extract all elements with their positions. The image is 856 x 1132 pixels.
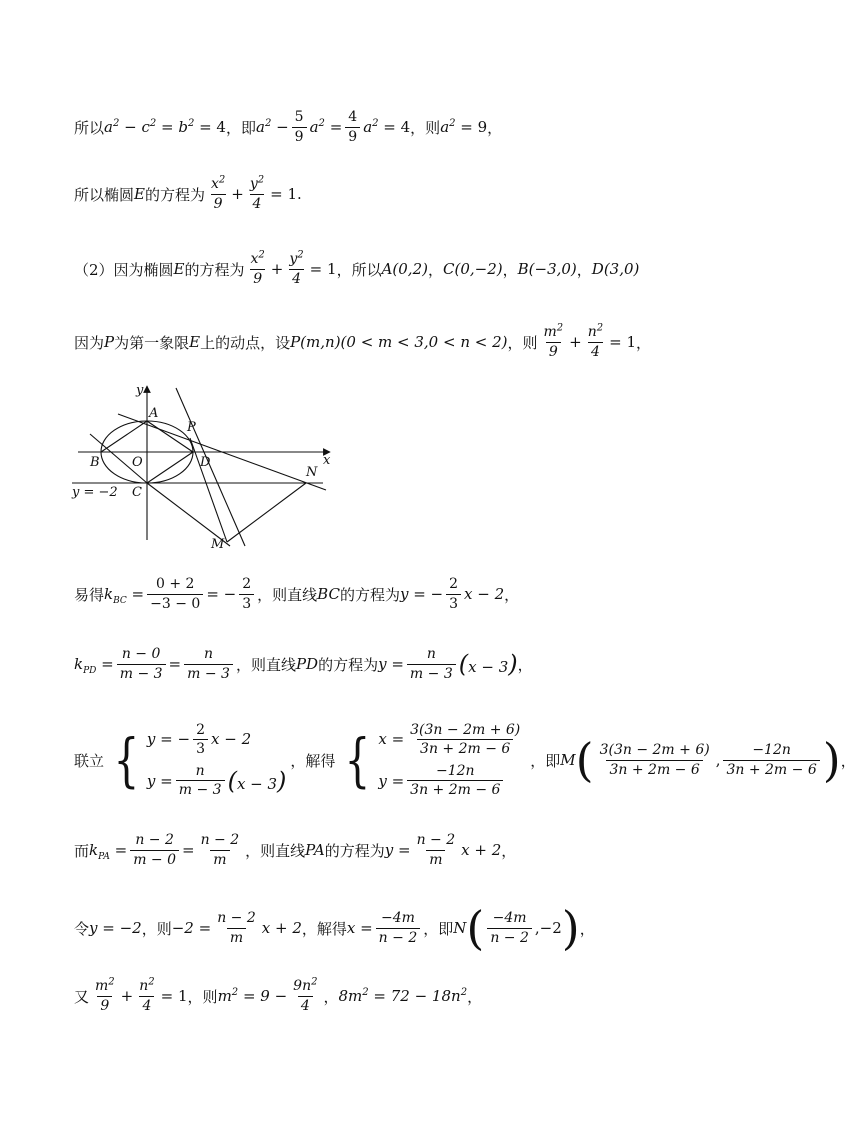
fraction-y2-4: $\frac{y^2}{4}$ <box>249 174 265 212</box>
point-P-condition: (0 < m < 3,0 < n < 2) <box>340 333 508 351</box>
line2-end: . <box>297 185 302 203</box>
ellipse-name: E <box>134 185 145 203</box>
line1-tail1: ，即 <box>225 118 256 137</box>
point-P-def: P(m,n) <box>290 333 341 351</box>
label-A: A <box>149 406 159 421</box>
point-C: C(0,−2) <box>443 260 503 278</box>
solution-line-4: 因为 P 为第一象限 E 上的动点，设 P(m,n) (0 < m < 3,0 < n < 2) ，则 $\frac{m^2}{9}$ + $\frac{n^2}{4}$ = 1 ， <box>74 322 652 360</box>
line1-formula-a: $a^2 - c^2 = b^2$ <box>104 118 195 136</box>
fraction-x2-9: $\frac{x^2}{9}$ <box>210 174 226 212</box>
fraction-4-9: $\frac{4}{9}$ <box>345 109 360 144</box>
solution-line-6: $k_{PD}$ = $\frac{n - 0}{m - 3}$ = $\frac{n}{m - 3}$ ，则直线 PD 的方程为 y = $\frac{n}{m - 3}$ (x − 3) ， <box>74 646 533 682</box>
line-PD <box>176 388 245 546</box>
line4-prefix: 因为 <box>74 333 105 352</box>
line3-mid: 的方程为 <box>184 260 245 279</box>
label-C: C <box>132 485 142 500</box>
ellipse-name: E <box>173 260 185 278</box>
solution-line-8: 而 $k_{PA}$ = $\frac{n - 2}{m - 0}$ = $\frac{n - 2}{m}$ ，则直线 PA 的方程为 y = $\frac{n - 2}{m}$ x + 2 ， <box>74 832 517 868</box>
fraction-y2-4: $\frac{y^2}{4}$ <box>289 249 304 287</box>
solution-line-2: 所以椭圆 E 的方程为 $\frac{x^2}{9}$ + $\frac{y^2}{4}$ = 1 . <box>74 174 302 212</box>
slope-k-BC: $k_{BC}$ <box>104 585 127 606</box>
solution-line-10: 又 $\frac{m^2}{9}$ + $\frac{n^2}{4}$ = 1 ，则 $m^2 = 9$ − $\frac{9n^2}{4}$ ， $8m^2 = 72 - 18n^2$ ， <box>74 976 483 1014</box>
slope-k-PA: $k_{PA}$ <box>89 841 110 862</box>
segment-PM <box>190 438 227 542</box>
label-y: y <box>136 383 144 398</box>
solution-line-9: 令 y = −2 ，则 −2 = $\frac{n - 2}{m}$ x + 2 ，解得 x = $\frac{-4m}{n - 2}$ ，即 N ( $\frac{-4m}{n - 2}$ ,−2 ) ， <box>74 901 595 955</box>
label-D: D <box>200 455 211 470</box>
solution-line-3: （2）因为椭圆 E 的方程为 $\frac{x^2}{9}$ + $\frac{y^2}{4}$ = 1 ，所以 A(0,2) ， C(0,−2) ， B(−3,0) ， D(3,0) <box>74 249 640 287</box>
line1-prefix: 所以 <box>74 118 105 137</box>
fraction-n2-4: $\frac{n^2}{4}$ <box>587 322 604 360</box>
fraction-x2-9: $\frac{x^2}{9}$ <box>250 249 265 287</box>
point-D: D(3,0) <box>591 260 640 278</box>
segment-MN <box>227 483 306 542</box>
geometry-figure <box>68 380 348 552</box>
solution-line-1: 所以 $a^2 - c^2 = b^2$ = 4 ，即 $a^2$ − $\frac{5}{9}$ $a^2$ = $\frac{4}{9}$ $a^2$ = 4 ，则 $a^2$ = 9 ， <box>74 109 503 145</box>
point-A: A(0,2) <box>381 260 428 278</box>
fraction-m2-9: $\frac{m^2}{9}$ <box>543 322 564 360</box>
label-line-y-minus-2: y = −2 <box>72 485 118 500</box>
equation-system-1: { y = − $\frac{2}{3}$ x − 2 y = $\frac{n}{m - 3}$ (x − 3) <box>113 721 287 799</box>
line1-tail3: ， <box>487 118 503 137</box>
line3-mid2: ，所以 <box>336 260 382 279</box>
line1-tail2: ，则 <box>410 118 441 137</box>
label-P: P <box>187 420 196 435</box>
point-N: N <box>453 919 467 937</box>
fraction-5-9: $\frac{5}{9}$ <box>292 109 307 144</box>
label-O: O <box>132 455 143 470</box>
line1-formula-b: $a^2$ − <box>256 118 289 136</box>
line3-prefix: （2）因为椭圆 <box>74 260 174 279</box>
line2-mid: 的方程为 <box>144 185 205 204</box>
label-M: M <box>211 537 225 552</box>
label-B: B <box>90 455 100 470</box>
label-N: N <box>306 465 318 480</box>
point-M: M <box>560 751 576 769</box>
point-B: B(−3,0) <box>517 260 577 278</box>
solution-line-5: 易得 $k_{BC}$ = $\frac{0 + 2}{-3 - 0}$ = − $\frac{2}{3}$ ，则直线 BC 的方程为 y = − $\frac{2}{3}$ x − 2 ， <box>74 576 520 612</box>
line2-prefix: 所以椭圆 <box>74 185 135 204</box>
solution-line-7: 联立 { y = − $\frac{2}{3}$ x − 2 y = $\frac{n}{m - 3}$ (x − 3) ，解得 { x = $\frac{3(3n - 2m + 6)}{3n + 2m - 6}$ y = $\frac{-12n}{3n + 2m - 6}$ ，即 M ( $\frac{3(3n - 2m + 6)}{3n + 2m - 6}$ , $\frac{-12n}{3n + 2m - 6}$ ) ， <box>74 721 856 799</box>
slope-k-PD: $k_{PD}$ <box>74 655 97 676</box>
label-x: x <box>323 453 331 468</box>
equation-system-2: { x = $\frac{3(3n - 2m + 6)}{3n + 2m - 6}$ y = $\frac{-12n}{3n + 2m - 6}$ <box>344 721 521 799</box>
